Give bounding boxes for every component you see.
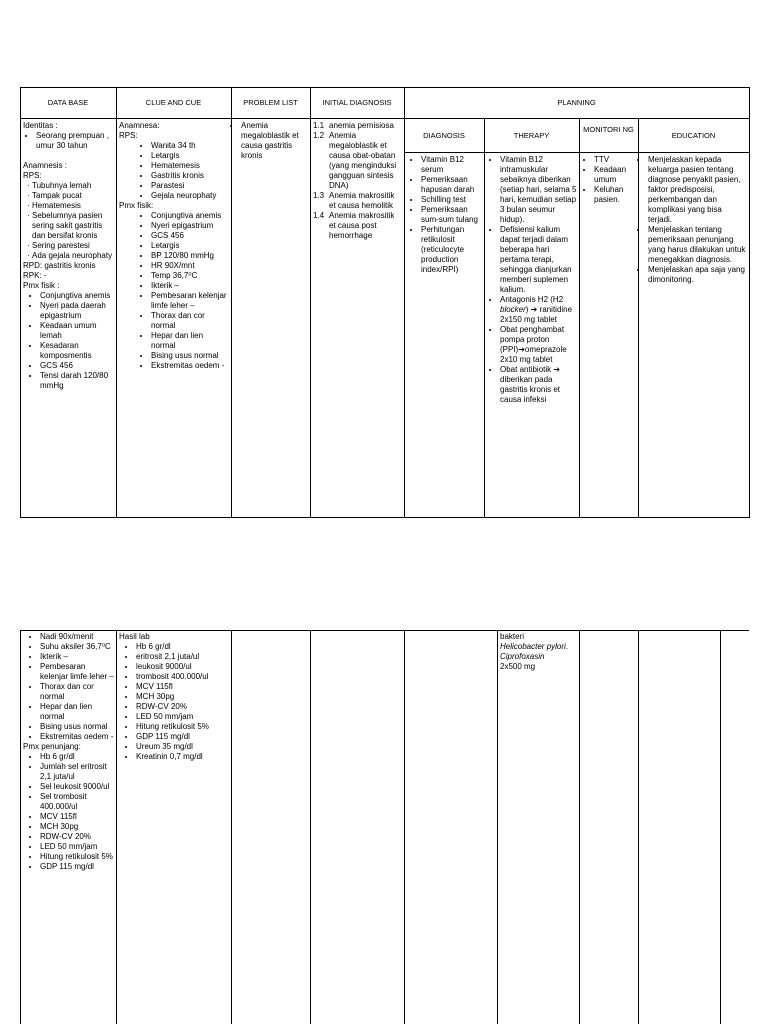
rpd-line: RPD: gastritis kronis (23, 261, 96, 270)
grid-line-v4 (404, 87, 405, 518)
pmx-heading: Pmx fisik : (23, 281, 60, 290)
pmx-item: • GCS 456 (40, 361, 115, 371)
clue-pmx-item: • Pembesaran kelenjar limfe leher – (151, 291, 229, 311)
col-therapy (487, 155, 577, 405)
col2-therapy (500, 632, 576, 672)
initial-text: Anemia makrositik et causa hemolitik (329, 191, 395, 210)
education-item: • Menjelaskan tentang pemeriksaan penunjang yang harus dilakukan untuk menegakkan diagnosis. (648, 225, 747, 265)
problem-item: • Anemia megaloblastik et causa gastritis kronis (241, 121, 308, 161)
clue-rps-item: • Letargis (151, 151, 229, 161)
therapy-text: Antagonis H2 (H2 (500, 295, 564, 304)
col-clue (119, 121, 229, 371)
h-clue: CLUE AND CUE (145, 98, 202, 107)
therapy-item: • Obat penghambat pompa proton (PPI)➔omeprazole 2x10 mg tablet (500, 325, 577, 365)
h-therapy: THERAPY (513, 131, 550, 140)
monitoring-item: • Keadaan umum (594, 165, 637, 185)
grid2-line-v6 (579, 630, 580, 1024)
grid-line-v3 (310, 87, 311, 518)
initial-item (313, 211, 403, 241)
clue-pmx-item: • Nyeri epigastrium (151, 221, 229, 231)
clue-pmx-item: • Temp 36,7⁰C (151, 271, 229, 281)
lab-item: • RDW-CV 20% (136, 702, 229, 712)
therapy-cont-line (500, 642, 576, 652)
clue-pmx-list (119, 211, 229, 371)
lab-item: • trombosit 400.000/ul (136, 672, 229, 682)
p2-db-item: • Sel leukosit 9000/ul (40, 782, 115, 792)
clue-pmx-item: • Letargis (151, 241, 229, 251)
grid-line-v7 (638, 118, 639, 518)
grid-line-header-bottom-left (20, 118, 404, 119)
monitoring-list (582, 155, 637, 205)
grid-line-v1 (116, 87, 117, 518)
p2-db-item: • MCH 30pg (40, 822, 115, 832)
rps-item: · Tampak pucat (32, 191, 115, 201)
p2-db-item: • Hb 6 gr/dl (40, 752, 115, 762)
problem-list (234, 121, 308, 161)
therapy-item: • Defisiensi kalium dapat terjadi dalam beberapa hari pertama terapi, sehingga dianjurkan memberi suplemen kalium. (500, 225, 577, 295)
p2-db-item: • Pembesaran kelenjar limfe leher – (40, 662, 115, 682)
grid2-line-v3 (310, 630, 311, 1024)
clue-pmx-item: • Conjungtiva anemis (151, 211, 229, 221)
lab-item: • Hb 6 gr/dl (136, 642, 229, 652)
education-item: • Menjelaskan kepada keluarga pasien tentang diagnose penyakit pasien, faktor predisposisi, perkembangan dan komplikasi yang bisa terjadi. (648, 155, 747, 225)
lab-item: • eritrosit 2,1 juta/ul (136, 652, 229, 662)
education-list (641, 155, 747, 285)
initial-text: Anemia megaloblastik et causa obat-obatan (yang menginduksi gangguan sintesis DNA) (329, 131, 397, 190)
p2-db-item: • Suhu aksiler 36,7⁰C (40, 642, 115, 652)
education-item: • Menjelaskan apa saja yang dimonitoring. (648, 265, 747, 285)
therapy-item: • Obat antibiotik ➔ diberikan pada gastritis kronis et causa infeksi (500, 365, 577, 405)
diagnosis-item: • Pemeriksaan hapusan darah (421, 175, 482, 195)
p2-db-item: • GDP 115 mg/dl (40, 862, 115, 872)
clue-pmx-item: • GCS 456 (151, 231, 229, 241)
p2-db-item: • Sel trombosit 400.000/ul (40, 792, 115, 812)
clue-rps-item: • Parastesi (151, 181, 229, 191)
col2-data-base (23, 632, 115, 872)
clue-pmx-item: • Thorax dan cor normal (151, 311, 229, 331)
rps-heading: RPS: (23, 171, 42, 180)
lab-list (119, 642, 229, 762)
p2-db-item: • Ikterik – (40, 652, 115, 662)
p2-db-list-b (23, 752, 115, 872)
p2-db-item: • Thorax dan cor normal (40, 682, 115, 702)
diagnosis-item: • Schilling test (421, 195, 482, 205)
pmx-item: • Tensi darah 120/80 mmHg (40, 371, 115, 391)
grid2-line-v2 (231, 630, 232, 1024)
initial-number: 1.2 (313, 131, 325, 140)
h-monitoring: MONITORI NG (583, 125, 634, 134)
grid-line-v6 (579, 118, 580, 518)
therapy-item: • Vitamin B12 intramuskular sebaiknya diberikan (setiap hari, selama 5 hari, kemudian setiap 3 bulan seumur hidup). (500, 155, 577, 225)
h-problem: PROBLEM LIST (243, 98, 298, 107)
clue-rps-heading: RPS: (119, 131, 138, 140)
grid-line-top (20, 87, 749, 88)
therapy-cont-drug: Ciprofoxasin (500, 652, 545, 661)
col-initial (313, 121, 403, 241)
therapy-text: ) ➔ ranitidine 2x150 mg tablet (500, 305, 573, 324)
h-education: EDUCATION (671, 131, 716, 140)
diagnosis-list (405, 155, 482, 275)
therapy-cont-dose: 2x500 mg (500, 662, 536, 671)
initial-text: Anemia makrositik et causa post hemorrhage (329, 211, 395, 240)
clue-pmx-item: • BP 120/80 mmHg (151, 251, 229, 261)
col2-clue (119, 632, 229, 762)
p2-db-item: • Ekstremitas oedem - (40, 732, 115, 742)
diagnosis-item: • Perhitungan retikulosit (reticulocyte production index/RPI) (421, 225, 482, 275)
grid-line-v0 (20, 87, 21, 518)
grid-line-bottom (20, 517, 749, 518)
p2-db-item: • Bising usus normal (40, 722, 115, 732)
clue-rps-item: • Gejala neurophaty (151, 191, 229, 201)
grid-line-planning-split (404, 118, 749, 119)
anamnesa-heading: Anamnesa: (119, 121, 160, 130)
monitoring-item: • TTV (594, 155, 637, 165)
grid2-line-v7 (638, 630, 639, 1024)
h-planning: PLANNING (557, 98, 596, 107)
grid2-line-v1 (116, 630, 117, 1024)
rps-item: · Sering parestesi (32, 241, 115, 251)
p2-db-item: • Jumlah sel eritrosit 2,1 juta/ul (40, 762, 115, 782)
initial-text: anemia pernisiosa (329, 121, 394, 130)
col-data-base (23, 121, 115, 391)
clue-rps-item: • Wanita 34 th (151, 141, 229, 151)
pmx-item: • Nyeri pada daerah epigastrium (40, 301, 115, 321)
identitas-item: • Seorang prempuan , umur 30 tahun (36, 131, 115, 151)
rps-list (23, 181, 115, 261)
h-initial: INITIAL DIAGNOSIS (322, 98, 392, 107)
initial-item (313, 121, 403, 131)
grid2-line-v4 (404, 630, 405, 1024)
clue-pmx-heading: Pmx fisik: (119, 201, 154, 210)
grid-line-v2 (231, 87, 232, 518)
grid2-line-top (20, 630, 749, 631)
identitas-heading: Identitas : (23, 121, 58, 130)
monitoring-item: • Keluhan pasien. (594, 185, 637, 205)
lab-item: • leukosit 9000/ul (136, 662, 229, 672)
lab-item: • Hitung retikulosit 5% (136, 722, 229, 732)
p2-db-item: • Hitung retikulosit 5% (40, 852, 115, 862)
anamnesis-heading: Anamnesis : (23, 161, 68, 170)
initial-number: 1.4 (313, 211, 325, 220)
grid-line-subheader-bottom (404, 152, 749, 153)
p2-db-list-a (23, 632, 115, 742)
clue-pmx-item: • HR 90X/mnt (151, 261, 229, 271)
therapy-text-italic: blocker (500, 305, 526, 314)
clue-rps-list (119, 141, 229, 201)
p2-db-item: • Hepar dan lien normal (40, 702, 115, 722)
grid2-line-v0 (20, 630, 21, 1024)
clue-pmx-item: • Ekstremitas oedem - (151, 361, 229, 371)
clue-rps-item: • Hematemesis (151, 161, 229, 171)
lab-item: • LED 50 mm/jam (136, 712, 229, 722)
rps-item: · Hematemesis (32, 201, 115, 211)
lab-item: • Ureum 35 mg/dl (136, 742, 229, 752)
therapy-item (500, 295, 577, 325)
rpk-line: RPK: - (23, 271, 47, 280)
pmx-item: • Conjungtiva anemis (40, 291, 115, 301)
col-diagnosis (405, 155, 482, 275)
initial-number: 1.3 (313, 191, 325, 200)
rps-item: · Tubuhnya lemah (32, 181, 115, 191)
pmx-item: • Kesadaran komposmentis (40, 341, 115, 361)
clue-pmx-item: • Hepar dan lien normal (151, 331, 229, 351)
p2-db-item: • MCV 115fl (40, 812, 115, 822)
identitas-list (23, 131, 115, 151)
initial-item (313, 191, 403, 211)
diagnosis-item: • Vitamin B12 serum (421, 155, 482, 175)
grid-line-v8 (749, 87, 750, 518)
lab-item: • GDP 115 mg/dl (136, 732, 229, 742)
p2-db-item: • Nadi 90x/menit (40, 632, 115, 642)
lab-item: • MCV 115fl (136, 682, 229, 692)
initial-item (313, 131, 403, 191)
rps-item: · Sebelumnya pasien sering sakit gastritis dan bersifat kronis (32, 211, 115, 241)
col-education (641, 155, 747, 285)
col-problem (234, 121, 308, 161)
pmx-item: • Keadaan umum lemah (40, 321, 115, 341)
clue-rps-item: • Gastritis kronis (151, 171, 229, 181)
therapy-cont-italic: Helicobacter pylori (500, 642, 566, 651)
grid2-line-v8 (720, 630, 721, 1024)
pmx-penunjang-heading: Pmx penunjang: (23, 742, 81, 751)
h-data-base: DATA BASE (47, 98, 89, 107)
therapy-cont-dot: . (565, 642, 569, 651)
grid2-line-v5 (497, 630, 498, 1024)
pmx-list (23, 291, 115, 391)
therapy-cont-line: bakteri (500, 632, 525, 641)
lab-item: • MCH 30pg (136, 692, 229, 702)
hasil-lab-heading: Hasil lab (119, 632, 150, 641)
therapy-list (487, 155, 577, 405)
rps-item: · Ada gejala neurophaty (32, 251, 115, 261)
p2-db-item: • LED 50 mm/jam (40, 842, 115, 852)
clue-pmx-item: • Bising usus normal (151, 351, 229, 361)
h-diagnosis: DIAGNOSIS (423, 131, 465, 140)
grid-line-v5 (484, 118, 485, 518)
col-monitoring (582, 155, 637, 205)
diagnosis-item: • Pemeriksaan sum-sum tulang (421, 205, 482, 225)
p2-db-item: • RDW-CV 20% (40, 832, 115, 842)
initial-number: 1.1 (313, 121, 325, 130)
lab-item: • Kreatinin 0,7 mg/dl (136, 752, 229, 762)
clue-pmx-item: • Ikterik – (151, 281, 229, 291)
